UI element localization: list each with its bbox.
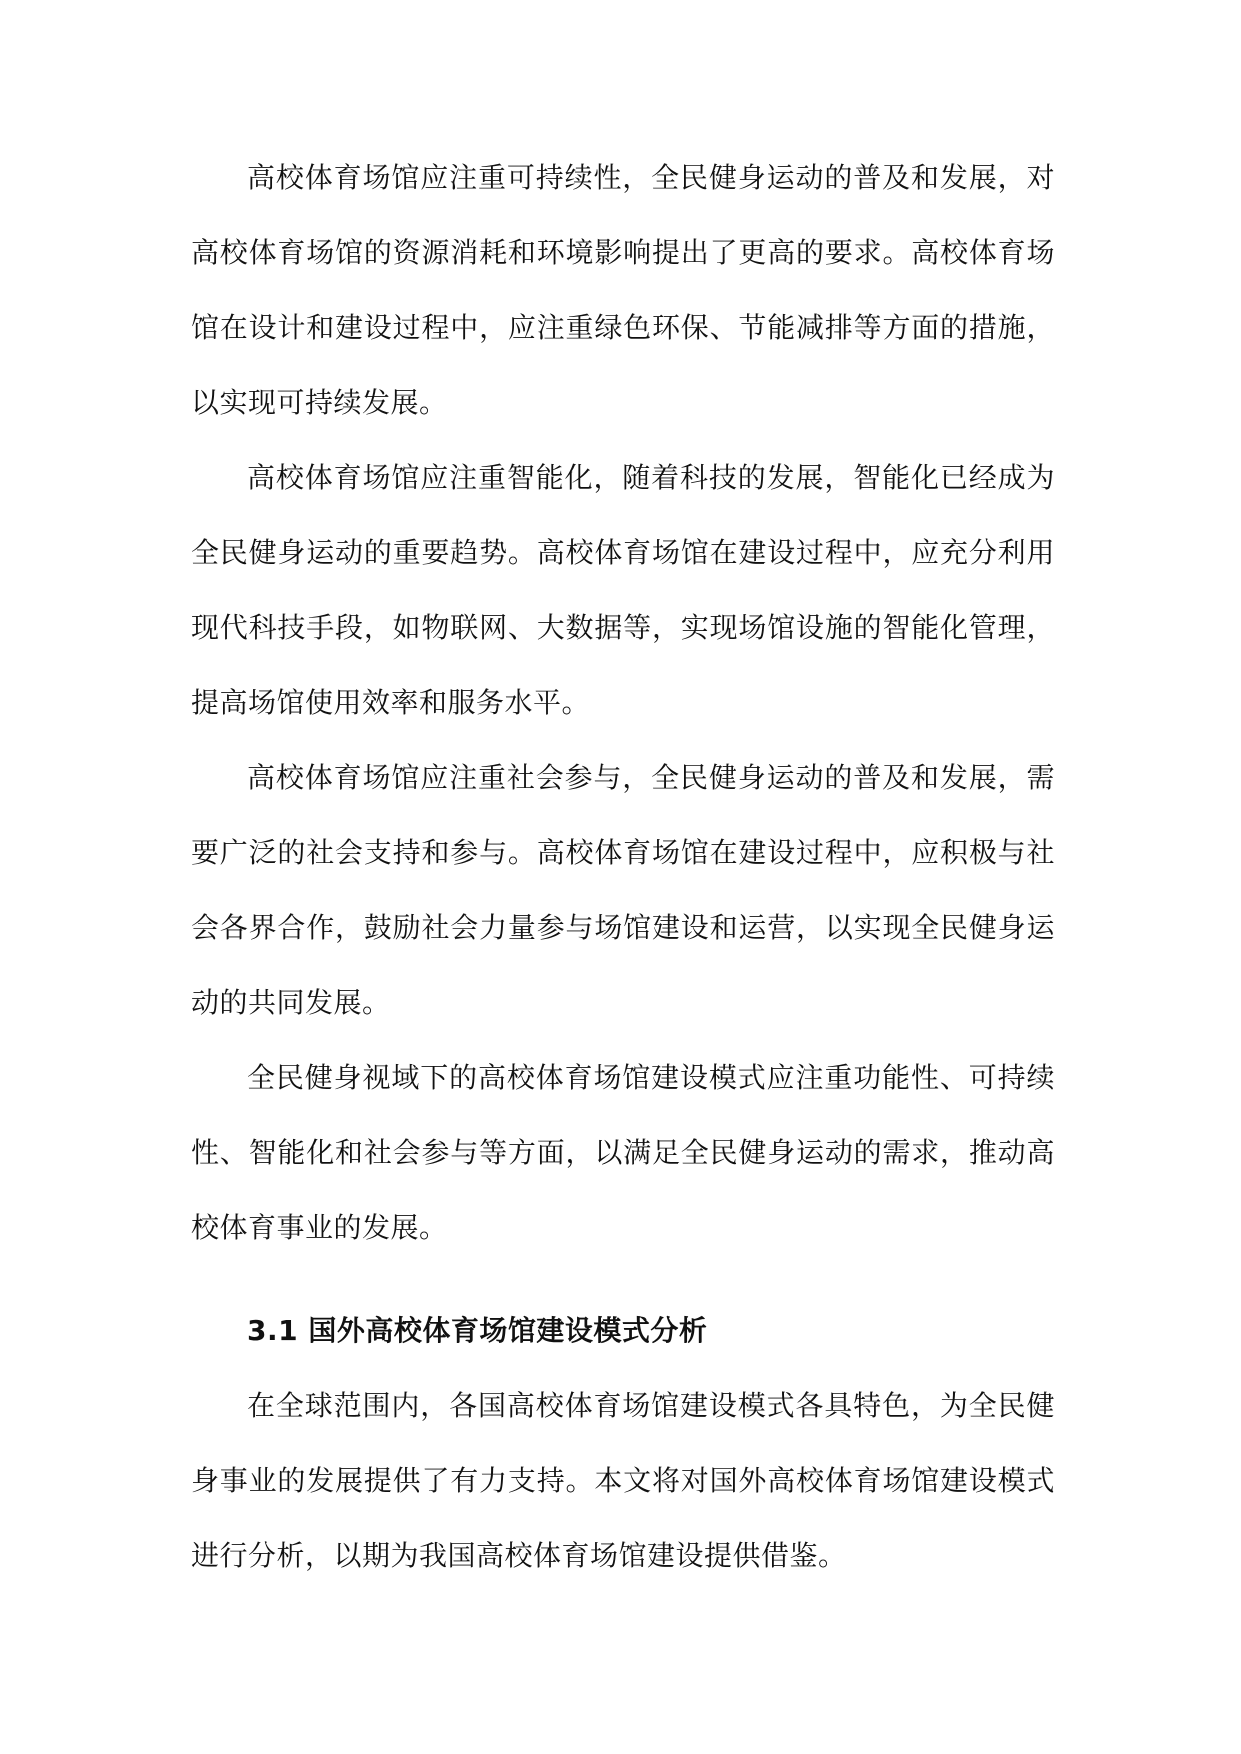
paragraph-intelligence: 高校体育场馆应注重智能化，随着科技的发展，智能化已经成为全民健身运动的重要趋势。高校体育场馆在建设过程中，应充分利用现代科技手段，如物联网、大数据等，实现场馆设施的智能化管理，提高场馆使用效率和服务水平。 xyxy=(191,461,1055,719)
paragraph-sustainability: 高校体育场馆应注重可持续性，全民健身运动的普及和发展，对高校体育场馆的资源消耗和环境影响提出了更高的要求。高校体育场馆在设计和建设过程中，应注重绿色环保、节能减排等方面的措施，以实现可持续发展。 xyxy=(191,161,1055,419)
paragraph-social-participation: 高校体育场馆应注重社会参与，全民健身运动的普及和发展，需要广泛的社会支持和参与。高校体育场馆在建设过程中，应积极与社会各界合作，鼓励社会力量参与场馆建设和运营，以实现全民健身运动的共同发展。 xyxy=(191,761,1055,1019)
document-body xyxy=(191,140,1055,1593)
section-heading: 3.1 国外高校体育场馆建设模式分析 xyxy=(247,1314,708,1347)
paragraph-summary: 全民健身视域下的高校体育场馆建设模式应注重功能性、可持续性、智能化和社会参与等方面，以满足全民健身运动的需求，推动高校体育事业的发展。 xyxy=(191,1061,1055,1244)
paragraph-foreign-analysis: 在全球范围内，各国高校体育场馆建设模式各具特色，为全民健身事业的发展提供了有力支持。本文将对国外高校体育场馆建设模式进行分析，以期为我国高校体育场馆建设提供借鉴。 xyxy=(191,1389,1055,1572)
